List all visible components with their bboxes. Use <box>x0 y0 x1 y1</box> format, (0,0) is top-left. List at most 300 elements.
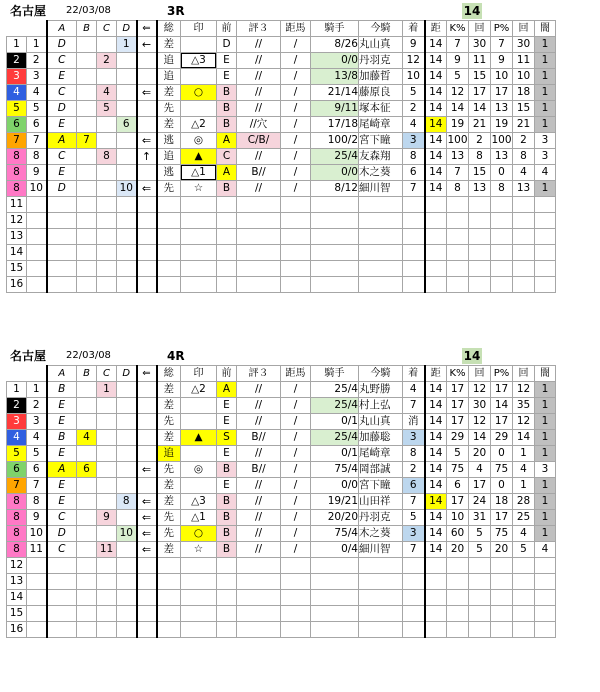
cell-arrow: ⇐ <box>137 542 157 558</box>
cell-dist <box>425 558 447 574</box>
cell-D <box>117 382 137 398</box>
cell-mark: △2 <box>181 117 217 133</box>
cell-kyori <box>281 245 311 261</box>
column-header: D <box>117 21 137 37</box>
cell-arrow <box>137 622 157 638</box>
cell-C: 9 <box>97 510 117 526</box>
cell-yami: 4 <box>535 165 556 181</box>
cell-n: 7 <box>27 133 47 149</box>
cell-sou: 先 <box>157 181 181 197</box>
cell-D <box>117 85 137 101</box>
cell-k <box>447 229 469 245</box>
cell-C <box>97 446 117 462</box>
cell-kyori <box>281 213 311 229</box>
cell-arrow <box>137 558 157 574</box>
cell-D <box>117 606 137 622</box>
cell-mae: B <box>217 526 237 542</box>
cell-arrow <box>137 117 157 133</box>
cell-ima: 尾崎章 <box>359 117 403 133</box>
cell-mae: B <box>217 85 237 101</box>
table-row <box>7 382 556 398</box>
cell-yami: 1 <box>535 117 556 133</box>
cell-p: 7 <box>491 37 513 53</box>
venue-label: 名古屋 <box>10 349 47 363</box>
table-row <box>7 526 556 542</box>
cell-yami: 1 <box>535 446 556 462</box>
cell-w: 3 <box>7 414 27 430</box>
cell-mark <box>181 574 217 590</box>
cell-kishu <box>311 622 359 638</box>
cell-chaku: 6 <box>403 165 425 181</box>
cell-hyo: // <box>237 494 281 510</box>
cell-C <box>97 590 117 606</box>
cell-kai <box>469 197 491 213</box>
cell-kishu <box>311 229 359 245</box>
cell-B: 7 <box>77 133 97 149</box>
cell-arrow <box>137 69 157 85</box>
cell-n: 1 <box>27 37 47 53</box>
cell-arrow <box>137 213 157 229</box>
cell-A: C <box>47 85 77 101</box>
cell-mark: ☆ <box>181 542 217 558</box>
cell-kishu: 20/20 <box>311 510 359 526</box>
cell-mark <box>181 37 217 53</box>
cell-k <box>447 606 469 622</box>
cell-ima: 木之葵 <box>359 526 403 542</box>
cell-kai: 4 <box>469 462 491 478</box>
cell-C <box>97 462 117 478</box>
cell-mark: ◎ <box>181 462 217 478</box>
table-row <box>7 69 556 85</box>
cell-A: A <box>47 462 77 478</box>
cell-chaku: 7 <box>403 181 425 197</box>
header-row <box>7 366 556 382</box>
cell-arrow <box>137 574 157 590</box>
cell-hyo: // <box>237 382 281 398</box>
cell-chaku: 7 <box>403 542 425 558</box>
cell-chaku: 8 <box>403 149 425 165</box>
cell-kai2 <box>513 277 535 293</box>
cell-hyo: // <box>237 542 281 558</box>
cell-dist: 14 <box>425 542 447 558</box>
cell-kishu <box>311 606 359 622</box>
cell-arrow <box>137 590 157 606</box>
cell-ima: 木之葵 <box>359 165 403 181</box>
cell-k: 7 <box>447 165 469 181</box>
cell-hyo: // <box>237 446 281 462</box>
cell-arrow <box>137 430 157 446</box>
cell-B <box>77 590 97 606</box>
cell-A <box>47 245 77 261</box>
cell-chaku <box>403 245 425 261</box>
column-header: D <box>117 366 137 382</box>
cell-k: 60 <box>447 526 469 542</box>
cell-mae <box>217 574 237 590</box>
cell-B <box>77 478 97 494</box>
cell-kishu: 0/1 <box>311 414 359 430</box>
cell-kai: 15 <box>469 165 491 181</box>
cell-w: 12 <box>7 213 27 229</box>
cell-n: 7 <box>27 478 47 494</box>
cell-A <box>47 590 77 606</box>
column-header: 回 <box>469 21 491 37</box>
cell-C <box>97 261 117 277</box>
cell-dist: 14 <box>425 446 447 462</box>
cell-yami <box>535 606 556 622</box>
cell-mae <box>217 197 237 213</box>
cell-C <box>97 229 117 245</box>
cell-ima <box>359 590 403 606</box>
cell-C <box>97 526 117 542</box>
date-label: 22/03/08 <box>66 350 111 361</box>
cell-kai <box>469 606 491 622</box>
cell-chaku: 4 <box>403 117 425 133</box>
cell-chaku: 8 <box>403 446 425 462</box>
cell-n: 2 <box>27 398 47 414</box>
cell-w: 13 <box>7 229 27 245</box>
cell-kai2 <box>513 229 535 245</box>
cell-k: 17 <box>447 382 469 398</box>
cell-sou: 先 <box>157 462 181 478</box>
cell-kai2 <box>513 213 535 229</box>
cell-p: 29 <box>491 430 513 446</box>
cell-ima <box>359 245 403 261</box>
cell-A: E <box>47 398 77 414</box>
cell-mark <box>181 245 217 261</box>
cell-C: 11 <box>97 542 117 558</box>
cell-mark <box>181 558 217 574</box>
column-header: 距 <box>425 366 447 382</box>
cell-kai <box>469 261 491 277</box>
cell-k: 14 <box>447 101 469 117</box>
cell-dist: 14 <box>425 430 447 446</box>
cell-kai <box>469 574 491 590</box>
cell-ima: 村上弘 <box>359 398 403 414</box>
cell-hyo: // <box>237 398 281 414</box>
cell-ima: 宮下瞳 <box>359 133 403 149</box>
cell-B <box>77 622 97 638</box>
cell-C <box>97 37 117 53</box>
cell-p <box>491 261 513 277</box>
cell-A: C <box>47 510 77 526</box>
race-title-row <box>0 3 600 19</box>
cell-C <box>97 478 117 494</box>
cell-kai2: 4 <box>513 462 535 478</box>
cell-yami <box>535 590 556 606</box>
cell-arrow: ⇐ <box>137 133 157 149</box>
cell-k: 7 <box>447 37 469 53</box>
cell-k <box>447 261 469 277</box>
cell-chaku <box>403 574 425 590</box>
cell-yami: 1 <box>535 101 556 117</box>
cell-w: 6 <box>7 462 27 478</box>
cell-chaku: 6 <box>403 478 425 494</box>
header-blank <box>7 366 47 382</box>
cell-B <box>77 181 97 197</box>
cell-chaku <box>403 558 425 574</box>
cell-sou <box>157 622 181 638</box>
cell-kyori <box>281 197 311 213</box>
cell-kishu: 0/4 <box>311 542 359 558</box>
cell-arrow: ⇐ <box>137 462 157 478</box>
cell-w: 11 <box>7 197 27 213</box>
cell-kyori <box>281 622 311 638</box>
cell-hyo <box>237 622 281 638</box>
cell-kyori: / <box>281 165 311 181</box>
cell-arrow <box>137 606 157 622</box>
table-row <box>7 213 556 229</box>
cell-kyori: / <box>281 181 311 197</box>
cell-D <box>117 558 137 574</box>
cell-C: 2 <box>97 53 117 69</box>
table-row <box>7 149 556 165</box>
cell-A: C <box>47 53 77 69</box>
cell-p: 13 <box>491 101 513 117</box>
cell-ima: 友森翔 <box>359 149 403 165</box>
cell-dist: 14 <box>425 382 447 398</box>
cell-mark: ○ <box>181 85 217 101</box>
cell-C <box>97 414 117 430</box>
cell-w: 8 <box>7 510 27 526</box>
column-header: 距 <box>425 21 447 37</box>
cell-kyori: / <box>281 117 311 133</box>
cell-mark <box>181 414 217 430</box>
cell-D <box>117 53 137 69</box>
cell-dist <box>425 197 447 213</box>
cell-kyori: / <box>281 542 311 558</box>
table-row <box>7 245 556 261</box>
cell-w: 8 <box>7 494 27 510</box>
cell-sou <box>157 213 181 229</box>
cell-hyo: // <box>237 69 281 85</box>
cell-w: 8 <box>7 165 27 181</box>
cell-k: 100 <box>447 133 469 149</box>
cell-kai2: 14 <box>513 430 535 446</box>
cell-hyo: // <box>237 510 281 526</box>
cell-n <box>27 213 47 229</box>
cell-dist <box>425 213 447 229</box>
cell-B <box>77 261 97 277</box>
cell-hyo: // <box>237 478 281 494</box>
column-header: 距馬 <box>281 366 311 382</box>
cell-kishu <box>311 574 359 590</box>
cell-dist: 14 <box>425 510 447 526</box>
cell-chaku: 10 <box>403 69 425 85</box>
cell-sou <box>157 590 181 606</box>
cell-mae: E <box>217 398 237 414</box>
cell-kyori: / <box>281 462 311 478</box>
cell-mark: △3 <box>181 53 217 69</box>
cell-n: 3 <box>27 414 47 430</box>
cell-sou: 差 <box>157 494 181 510</box>
column-header: K% <box>447 21 469 37</box>
cell-p: 10 <box>491 69 513 85</box>
cell-ima: 宮下瞳 <box>359 478 403 494</box>
cell-dist: 14 <box>425 462 447 478</box>
cell-kishu <box>311 261 359 277</box>
cell-kai <box>469 277 491 293</box>
cell-sou: 差 <box>157 85 181 101</box>
column-header: C <box>97 366 117 382</box>
cell-B <box>77 245 97 261</box>
cell-C <box>97 494 117 510</box>
cell-yami <box>535 574 556 590</box>
cell-n: 5 <box>27 101 47 117</box>
cell-D <box>117 101 137 117</box>
cell-B <box>77 85 97 101</box>
cell-D <box>117 430 137 446</box>
cell-w: 7 <box>7 133 27 149</box>
cell-k: 5 <box>447 446 469 462</box>
cell-mae: B <box>217 101 237 117</box>
cell-hyo: // <box>237 85 281 101</box>
table-row <box>7 133 556 149</box>
cell-mae: E <box>217 69 237 85</box>
cell-dist: 14 <box>425 526 447 542</box>
cell-n: 6 <box>27 117 47 133</box>
cell-mae: A <box>217 382 237 398</box>
cell-chaku <box>403 213 425 229</box>
cell-k: 20 <box>447 542 469 558</box>
cell-mark <box>181 590 217 606</box>
cell-kyori <box>281 261 311 277</box>
cell-A <box>47 558 77 574</box>
cell-A: E <box>47 494 77 510</box>
cell-arrow <box>137 398 157 414</box>
cell-dist: 14 <box>425 37 447 53</box>
cell-mae: B <box>217 494 237 510</box>
cell-ima: 丹羽克 <box>359 53 403 69</box>
cell-B <box>77 101 97 117</box>
cell-kishu <box>311 277 359 293</box>
cell-n <box>27 261 47 277</box>
cell-kai <box>469 622 491 638</box>
cell-B <box>77 606 97 622</box>
cell-ima <box>359 213 403 229</box>
cell-kai: 31 <box>469 510 491 526</box>
cell-ima <box>359 277 403 293</box>
cell-p: 14 <box>491 398 513 414</box>
cell-k <box>447 213 469 229</box>
cell-B <box>77 213 97 229</box>
cell-arrow: ⇐ <box>137 510 157 526</box>
cell-yami <box>535 213 556 229</box>
cell-mark: ☆ <box>181 181 217 197</box>
cell-B <box>77 197 97 213</box>
table-row <box>7 101 556 117</box>
cell-kishu: 0/0 <box>311 478 359 494</box>
cell-D: 1 <box>117 37 137 53</box>
cell-A: D <box>47 101 77 117</box>
cell-D: 10 <box>117 526 137 542</box>
cell-arrow <box>137 414 157 430</box>
cell-yami: 3 <box>535 462 556 478</box>
cell-D: 8 <box>117 494 137 510</box>
cell-mark: △2 <box>181 382 217 398</box>
cell-kyori: / <box>281 526 311 542</box>
cell-mae <box>217 606 237 622</box>
cell-mark <box>181 398 217 414</box>
cell-D: 6 <box>117 117 137 133</box>
cell-k: 5 <box>447 69 469 85</box>
cell-kai2: 1 <box>513 446 535 462</box>
cell-w: 4 <box>7 430 27 446</box>
table-row <box>7 558 556 574</box>
cell-yami: 1 <box>535 414 556 430</box>
cell-D <box>117 133 137 149</box>
cell-arrow: ⇐ <box>137 526 157 542</box>
column-header: 回 <box>513 366 535 382</box>
cell-B <box>77 277 97 293</box>
cell-kai2 <box>513 574 535 590</box>
cell-p <box>491 197 513 213</box>
cell-yami: 1 <box>535 69 556 85</box>
table-row <box>7 606 556 622</box>
cell-kishu: 0/0 <box>311 53 359 69</box>
cell-kai: 20 <box>469 446 491 462</box>
cell-mae: E <box>217 414 237 430</box>
cell-kyori: / <box>281 510 311 526</box>
cell-p: 9 <box>491 53 513 69</box>
cell-sou: 先 <box>157 526 181 542</box>
cell-hyo <box>237 245 281 261</box>
cell-hyo: B// <box>237 462 281 478</box>
cell-chaku: 5 <box>403 85 425 101</box>
cell-arrow <box>137 277 157 293</box>
cell-ima <box>359 229 403 245</box>
cell-kishu: 19/21 <box>311 494 359 510</box>
cell-B <box>77 414 97 430</box>
cell-n <box>27 197 47 213</box>
cell-kyori <box>281 574 311 590</box>
cell-dist: 14 <box>425 85 447 101</box>
cell-dist: 14 <box>425 494 447 510</box>
cell-w: 15 <box>7 606 27 622</box>
cell-kyori: / <box>281 430 311 446</box>
cell-hyo: C/B/ <box>237 133 281 149</box>
cell-k: 12 <box>447 85 469 101</box>
cell-kishu: 25/4 <box>311 430 359 446</box>
cell-arrow <box>137 261 157 277</box>
cell-C <box>97 213 117 229</box>
cell-C <box>97 622 117 638</box>
cell-kyori: / <box>281 494 311 510</box>
cell-D <box>117 574 137 590</box>
cell-p <box>491 606 513 622</box>
cell-B <box>77 149 97 165</box>
cell-B <box>77 558 97 574</box>
cell-D <box>117 165 137 181</box>
column-header: 今騎 <box>359 21 403 37</box>
cell-n <box>27 229 47 245</box>
cell-sou: 先 <box>157 510 181 526</box>
cell-k: 29 <box>447 430 469 446</box>
table-row <box>7 414 556 430</box>
cell-n: 4 <box>27 85 47 101</box>
cell-B <box>77 165 97 181</box>
cell-sou: 追 <box>157 446 181 462</box>
cell-kishu: 8/26 <box>311 37 359 53</box>
cell-w: 16 <box>7 622 27 638</box>
cell-chaku: 7 <box>403 398 425 414</box>
cell-kai: 2 <box>469 133 491 149</box>
cell-hyo <box>237 213 281 229</box>
cell-k <box>447 590 469 606</box>
cell-chaku: 3 <box>403 526 425 542</box>
column-header: 印 <box>181 366 217 382</box>
cell-n: 1 <box>27 382 47 398</box>
cell-B <box>77 69 97 85</box>
